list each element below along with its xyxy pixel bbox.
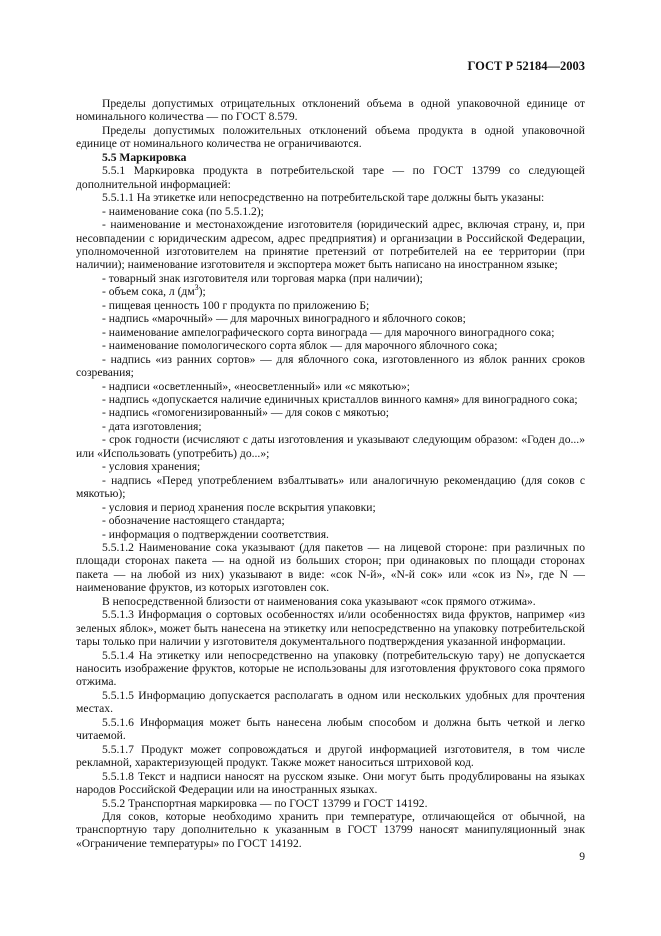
list-item: - условия и период хранения после вскрытия упаковки; xyxy=(102,500,376,514)
list-item: - срок годности (исчисляют с даты изготовления и указывают следующим образом: «Годен до...» или «Использовать (употребить) до...»; xyxy=(76,433,585,460)
list-item: - наименование ампелографического сорта винограда — для марочного виноградного сока; xyxy=(102,325,555,339)
list-item: - дата изготовления; xyxy=(102,419,202,433)
clause-5-5-1-3: 5.5.1.3 Информация о сортовых особенностях и/или особенностях вида фруктов, например «из зеленых яблок», может быть нанесена на этикетку или непосредственно на упаковку потребительской тары только при наличии у изготовителя документального подтверждения указанной информации. xyxy=(76,608,585,649)
list-item: - надпись «марочный» — для марочных виноградного и яблочного соков; xyxy=(102,312,466,326)
list-item: - надпись «допускается наличие единичных кристаллов винного камня» для виноградного сока; xyxy=(102,392,578,406)
list-item: - надпись «из ранних сортов» — для яблочного сока, изготовленного из яблок ранних сроков созревания; xyxy=(76,352,585,380)
list-item: - условия хранения; xyxy=(102,460,201,474)
volume-tail: ); xyxy=(198,285,206,299)
paragraph: В непосредственной близости от наименования сока указывают «сок прямого отжима». xyxy=(102,594,536,608)
section-heading: 5.5 Маркировка xyxy=(102,150,187,164)
clause-5-5-1: 5.5.1 Маркировка продукта в потребительской таре — по ГОСТ 13799 со следующей дополнительной информацией: xyxy=(76,164,585,191)
document-body xyxy=(76,97,585,850)
clause-5-5-1-1: 5.5.1.1 На этикетке или непосредственно на потребительской таре должны быть указаны: xyxy=(102,191,545,205)
clause-5-5-2: 5.5.2 Транспортная маркировка — по ГОСТ 13799 и ГОСТ 14192. xyxy=(102,796,428,810)
page-number: 9 xyxy=(579,850,585,863)
list-item: - товарный знак изготовителя или торговая марка (при наличии); xyxy=(102,271,423,285)
volume-superscript: 3 xyxy=(194,283,199,293)
volume-text: - объем сока, л (дм xyxy=(102,285,195,299)
paragraph: Пределы допустимых положительных отклонений объема продукта в одной упаковочной единице от номинального количества не ограничиваются. xyxy=(76,123,585,151)
clause-5-5-1-7: 5.5.1.7 Продукт может сопровождаться и другой информацией изготовителя, в том числе рекламной, характеризующей продукт. Также может наноситься штриховой код. xyxy=(76,742,585,770)
clause-5-5-1-8: 5.5.1.8 Текст и надписи наносят на русском языке. Они могут быть продублированы на языках народов Российской Федерации или на иностранных языках. xyxy=(76,769,585,797)
clause-5-5-1-2: 5.5.1.2 Наименование сока указывают (для пакетов — на лицевой стороне: при различных по площади сторонах пакета — на одной из больших сторон; при одинаковых по площади сторонах пакета — на любой из них) указывают в виде: «сок N-й», «N-й сок» или «сок из N», где N — наименование фруктов, из которых изготовлен сок. xyxy=(76,540,585,595)
list-item: - надписи «осветленный», «неосветленный» или «с мякотью»; xyxy=(102,379,411,393)
clause-5-5-1-6: 5.5.1.6 Информация может быть нанесена любым способом и должна быть четкой и легко читаемой. xyxy=(76,715,585,743)
list-item-volume xyxy=(76,285,585,298)
clause-5-5-1-4: 5.5.1.4 На этикетку или непосредственно на упаковку (потребительскую тару) не допускается наносить изображение фруктов, которые не использованы для изготовления фруктового сока прямого отжима. xyxy=(76,648,585,689)
list-item: - надпись «гомогенизированный» — для соков с мякотью; xyxy=(102,406,390,420)
document-header: ГОСТ Р 52184—2003 xyxy=(467,59,585,73)
paragraph: Пределы допустимых отрицательных отклонений объема в одной упаковочной единице от номинального количества — по ГОСТ 8.579. xyxy=(76,97,585,124)
list-item: - пищевая ценность 100 г продукта по приложению Б; xyxy=(102,298,370,312)
list-item: - информация о подтверждении соответствия. xyxy=(102,527,329,541)
list-item: - обозначение настоящего стандарта; xyxy=(102,514,285,528)
clause-5-5-1-5: 5.5.1.5 Информацию допускается располагать в одном или нескольких удобных для прочтения местах. xyxy=(76,688,585,716)
list-item: - надпись «Перед употреблением взбалтывать» или аналогичную рекомендацию (для соков с мякотью); xyxy=(76,473,585,501)
list-item: - наименование и местонахождение изготовителя (юридический адрес, включая страну, и, при несовпадении с юридическим адресом, адрес предприятия) и организации в Российской Федерации, уполномоченной изготовителем на принятие претензий от потребителей на ее территории (при наличии); наименование изготовителя и экспортера может быть написано на иностранном языке; xyxy=(76,218,585,272)
list-item: - наименование помологического сорта яблок — для марочного яблочного сока; xyxy=(102,339,498,353)
paragraph: Для соков, которые необходимо хранить при температуре, отличающейся от обычной, на транспортную тару дополнительно к указанным в ГОСТ 13799 наносят манипуляционный знак «Ограничение температуры» по ГОСТ 14192. xyxy=(76,810,585,850)
list-item: - наименование сока (по 5.5.1.2); xyxy=(102,204,264,218)
